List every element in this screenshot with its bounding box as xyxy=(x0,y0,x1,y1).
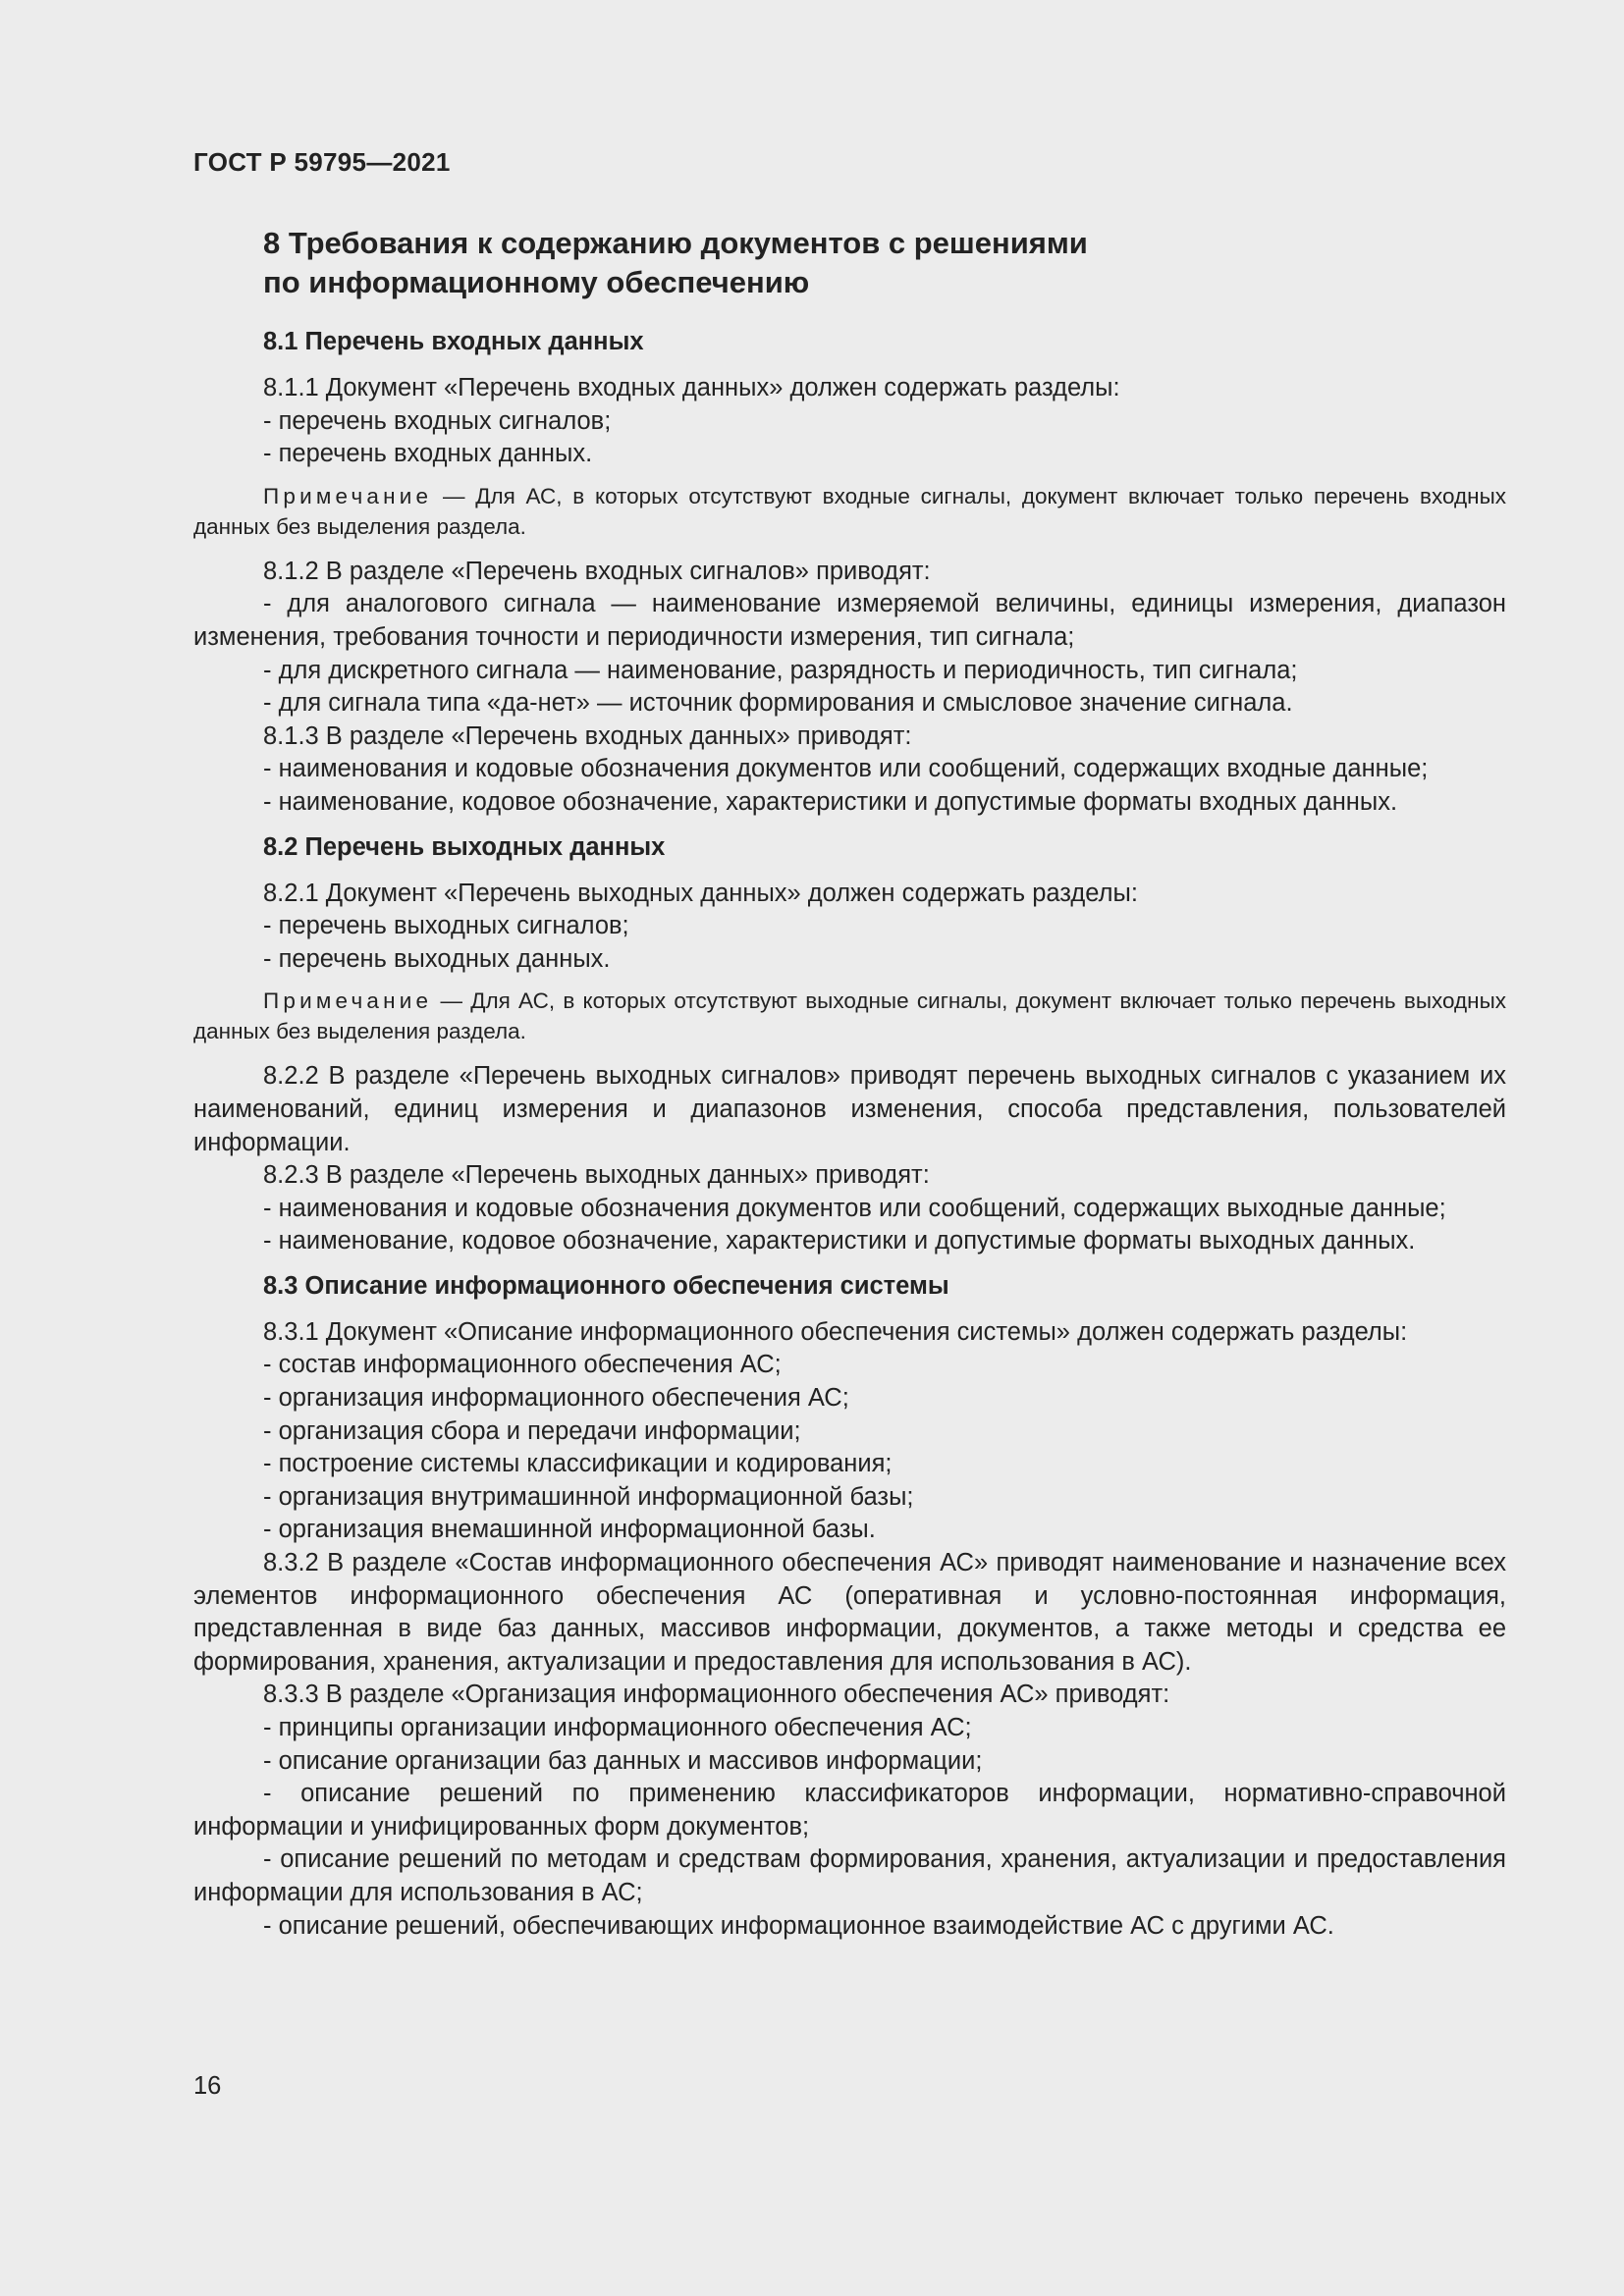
list-item: - наименование, кодовое обозначение, характеристики и допустимые форматы входных данных. xyxy=(263,787,1398,816)
list-item: - состав информационного обеспечения АС; xyxy=(263,1351,782,1379)
list-item: - для сигнала типа «да-нет» — источник формирования и смысловое значение сигнала. xyxy=(263,689,1293,718)
paragraph-8-2-1: 8.2.1 Документ «Перечень выходных данных» должен содержать разделы: xyxy=(263,879,1138,907)
list-item: - для аналогового сигнала — наименование измеряемой величины, единицы измерения, диапазон изменения, требования точности и периодичности измерения, тип сигнала; xyxy=(193,590,1506,651)
list-item: - наименования и кодовые обозначения документов или сообщений, содержащих выходные данные; xyxy=(263,1194,1446,1222)
subsection-heading-8-3: 8.3 Описание информационного обеспечения системы xyxy=(263,1271,949,1300)
note-label: Примечание xyxy=(263,483,433,508)
note-text: — Для АС, в которых отсутствуют входные сигналы, документ включает только перечень входных данных без выделения раздела. xyxy=(193,483,1506,539)
paragraph-8-2-2: 8.2.2 В разделе «Перечень выходных сигналов» приводят перечень выходных сигналов с указанием их наименований, единиц измерения и диапазонов изменения, способа представления, пользователей информации. xyxy=(193,1062,1506,1156)
page-body xyxy=(193,224,1506,1943)
document-id: ГОСТ Р 59795—2021 xyxy=(193,147,451,177)
note-8-1 xyxy=(193,481,1506,542)
paragraph-8-3-2: 8.3.2 В разделе «Состав информационного обеспечения АС» приводят наименование и назначение всех элементов информационного обеспечения АС (оперативная и условно-постоянная информация, представленная в виде баз данных, массивов информации, документов, а также методы и средства ее формирования, хранения, актуализации и предоставления для использования в АС). xyxy=(193,1549,1506,1676)
subsection-heading-8-2: 8.2 Перечень выходных данных xyxy=(263,832,666,861)
list-item: - перечень выходных сигналов; xyxy=(263,912,629,940)
list-item: - организация внутримашинной информационной базы; xyxy=(263,1482,914,1511)
note-8-2 xyxy=(193,986,1506,1046)
list-item: - перечень входных сигналов; xyxy=(263,406,612,435)
list-item: - перечень выходных данных. xyxy=(263,944,611,973)
subsection-heading-8-1: 8.1 Перечень входных данных xyxy=(263,328,644,355)
paragraph-8-1-2: 8.1.2 В разделе «Перечень входных сигналов» приводят: xyxy=(263,557,931,585)
list-item: - принципы организации информационного обеспечения АС; xyxy=(263,1714,972,1741)
paragraph-8-2-3: 8.2.3 В разделе «Перечень выходных данных» приводят: xyxy=(263,1161,930,1190)
list-item: - описание решений, обеспечивающих информационное взаимодействие АС с другими АС. xyxy=(263,1911,1334,1940)
list-item: - описание организации баз данных и массивов информации; xyxy=(263,1746,983,1775)
list-item: - наименования и кодовые обозначения документов или сообщений, содержащих входные данные; xyxy=(263,755,1429,783)
note-text: — Для АС, в которых отсутствуют выходные сигналы, документ включает только перечень выходных данных без выделения раздела. xyxy=(193,988,1506,1044)
note-label: Примечание xyxy=(263,988,433,1014)
list-item: - описание решений по методам и средствам формирования, хранения, актуализации и предоставления информации для использования в АС; xyxy=(193,1845,1506,1906)
list-item: - построение системы классификации и кодирования; xyxy=(263,1450,893,1478)
paragraph-8-1-1: 8.1.1 Документ «Перечень входных данных» должен содержать разделы: xyxy=(263,374,1120,401)
paragraph-8-3-3: 8.3.3 В разделе «Организация информационного обеспечения АС» приводят: xyxy=(263,1681,1170,1709)
list-item: - организация информационного обеспечения АС; xyxy=(263,1384,849,1413)
list-item: - для дискретного сигнала — наименование, разрядность и периодичность, тип сигнала; xyxy=(263,656,1298,684)
paragraph-8-3-1: 8.3.1 Документ «Описание информационного обеспечения системы» должен содержать разделы: xyxy=(263,1317,1408,1346)
section-title xyxy=(263,224,1506,302)
list-item: - перечень входных данных. xyxy=(263,440,593,468)
list-item: - описание решений по применению классификаторов информации, нормативно-справочной информации и унифицированных форм документов; xyxy=(193,1780,1506,1841)
section-title-line-2: по информационному обеспечению xyxy=(263,265,810,299)
list-item: - организация внемашинной информационной базы. xyxy=(263,1516,876,1544)
list-item: - организация сбора и передачи информации; xyxy=(263,1416,801,1445)
list-item: - наименование, кодовое обозначение, характеристики и допустимые форматы выходных данных. xyxy=(263,1227,1416,1255)
paragraph-8-1-3: 8.1.3 В разделе «Перечень входных данных» приводят: xyxy=(263,721,912,750)
page-number: 16 xyxy=(193,2072,222,2100)
section-title-line-1: 8 Требования к содержанию документов с решениями xyxy=(263,226,1088,260)
